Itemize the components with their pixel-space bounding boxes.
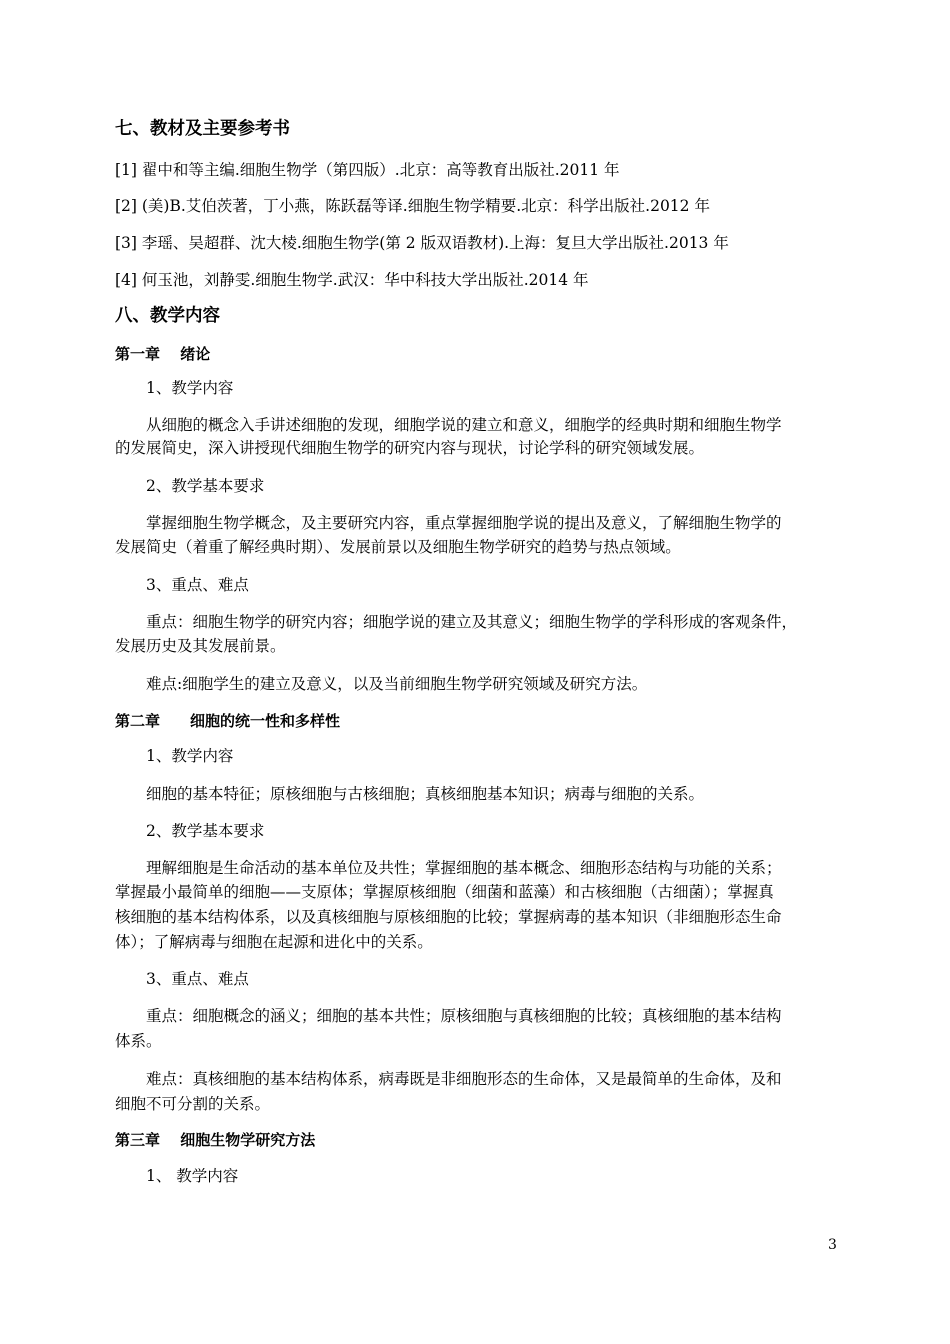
ch1-key-points-para-line: 重点：细胞生物学的研究内容；细胞学说的建立及其意义；细胞生物学的学科形成的客观条件， xyxy=(146,613,798,631)
ch2-key-points-para-line: 体系。 xyxy=(115,1032,162,1050)
ch2-requirements-para-line: 体）；了解病毒与细胞在起源和进化中的关系。 xyxy=(115,933,433,951)
chapter-3-title: 第三章 细胞生物学研究方法 xyxy=(115,1131,316,1149)
page-number: 3 xyxy=(828,1237,837,1253)
ch2-difficulty-para-line: 细胞不可分割的关系。 xyxy=(115,1095,271,1113)
ch1-key-points-para-line: 发展历史及其发展前景。 xyxy=(115,637,286,655)
ch1-requirements-para-line: 掌握细胞生物学概念，及主要研究内容，重点掌握细胞学说的提出及意义，了解细胞生物学的 xyxy=(146,514,782,532)
ch1-content-para-line: 从细胞的概念入手讲述细胞的发现，细胞学说的建立和意义，细胞学的经典时期和细胞生物学 xyxy=(146,416,782,434)
chapter-2-title: 第二章 细胞的统一性和多样性 xyxy=(115,712,341,730)
ch2-requirements-para-line: 理解细胞是生命活动的基本单位及共性；掌握细胞的基本概念、细胞形态结构与功能的关系； xyxy=(146,859,782,877)
ch2-teaching-content-label: 1、教学内容 xyxy=(146,747,234,765)
ch2-key-points-para-line: 重点：细胞概念的涵义；细胞的基本共性；原核细胞与真核细胞的比较；真核细胞的基本结构 xyxy=(146,1007,782,1025)
ch1-difficulty-para: 难点:细胞学生的建立及意义，以及当前细胞生物学研究领域及研究方法。 xyxy=(146,675,648,693)
ch2-requirements-label: 2、教学基本要求 xyxy=(146,822,265,840)
ch1-requirements-para-line: 发展简史（着重了解经典时期）、发展前景以及细胞生物学研究的趋势与热点领域。 xyxy=(115,538,681,556)
chapter-1-title: 第一章 绪论 xyxy=(115,345,211,363)
ch1-requirements-label: 2、教学基本要求 xyxy=(146,477,265,495)
section-7-heading: 七、教材及主要参考书 xyxy=(115,119,290,139)
ch2-key-points-label: 3、重点、难点 xyxy=(146,970,249,988)
ch1-teaching-content-label: 1、教学内容 xyxy=(146,379,234,397)
reference-2: [2] (美)B.艾伯茨著，丁小燕，陈跃磊等译.细胞生物学精要.北京：科学出版社.2012 年 xyxy=(115,197,710,215)
ch1-content-para-line: 的发展简史，深入讲授现代细胞生物学的研究内容与现状，讨论学科的研究领域发展。 xyxy=(115,439,705,457)
reference-4: [4] 何玉池，刘静雯.细胞生物学.武汉：华中科技大学出版社.2014 年 xyxy=(115,271,589,289)
section-8-heading: 八、教学内容 xyxy=(115,306,220,326)
ch2-difficulty-para-line: 难点：真核细胞的基本结构体系，病毒既是非细胞形态的生命体，又是最简单的生命体，及和 xyxy=(146,1070,782,1088)
ch3-teaching-content-label: 1、 教学内容 xyxy=(146,1167,239,1185)
reference-3: [3] 李瑶、吴超群、沈大棱.细胞生物学(第 2 版双语教材).上海：复旦大学出版社.2013 年 xyxy=(115,234,729,252)
ch1-key-points-label: 3、重点、难点 xyxy=(146,576,249,594)
reference-1: [1] 翟中和等主编.细胞生物学（第四版）.北京：高等教育出版社.2011 年 xyxy=(115,161,620,179)
ch2-content-para: 细胞的基本特征；原核细胞与古核细胞；真核细胞基本知识；病毒与细胞的关系。 xyxy=(146,785,705,803)
ch2-requirements-para-line: 掌握最小最简单的细胞——支原体；掌握原核细胞（细菌和蓝藻）和古核细胞（古细菌）；掌握真 xyxy=(115,883,774,901)
ch2-requirements-para-line: 核细胞的基本结构体系，以及真核细胞与原核细胞的比较；掌握病毒的基本知识（非细胞形态生命 xyxy=(115,908,782,926)
